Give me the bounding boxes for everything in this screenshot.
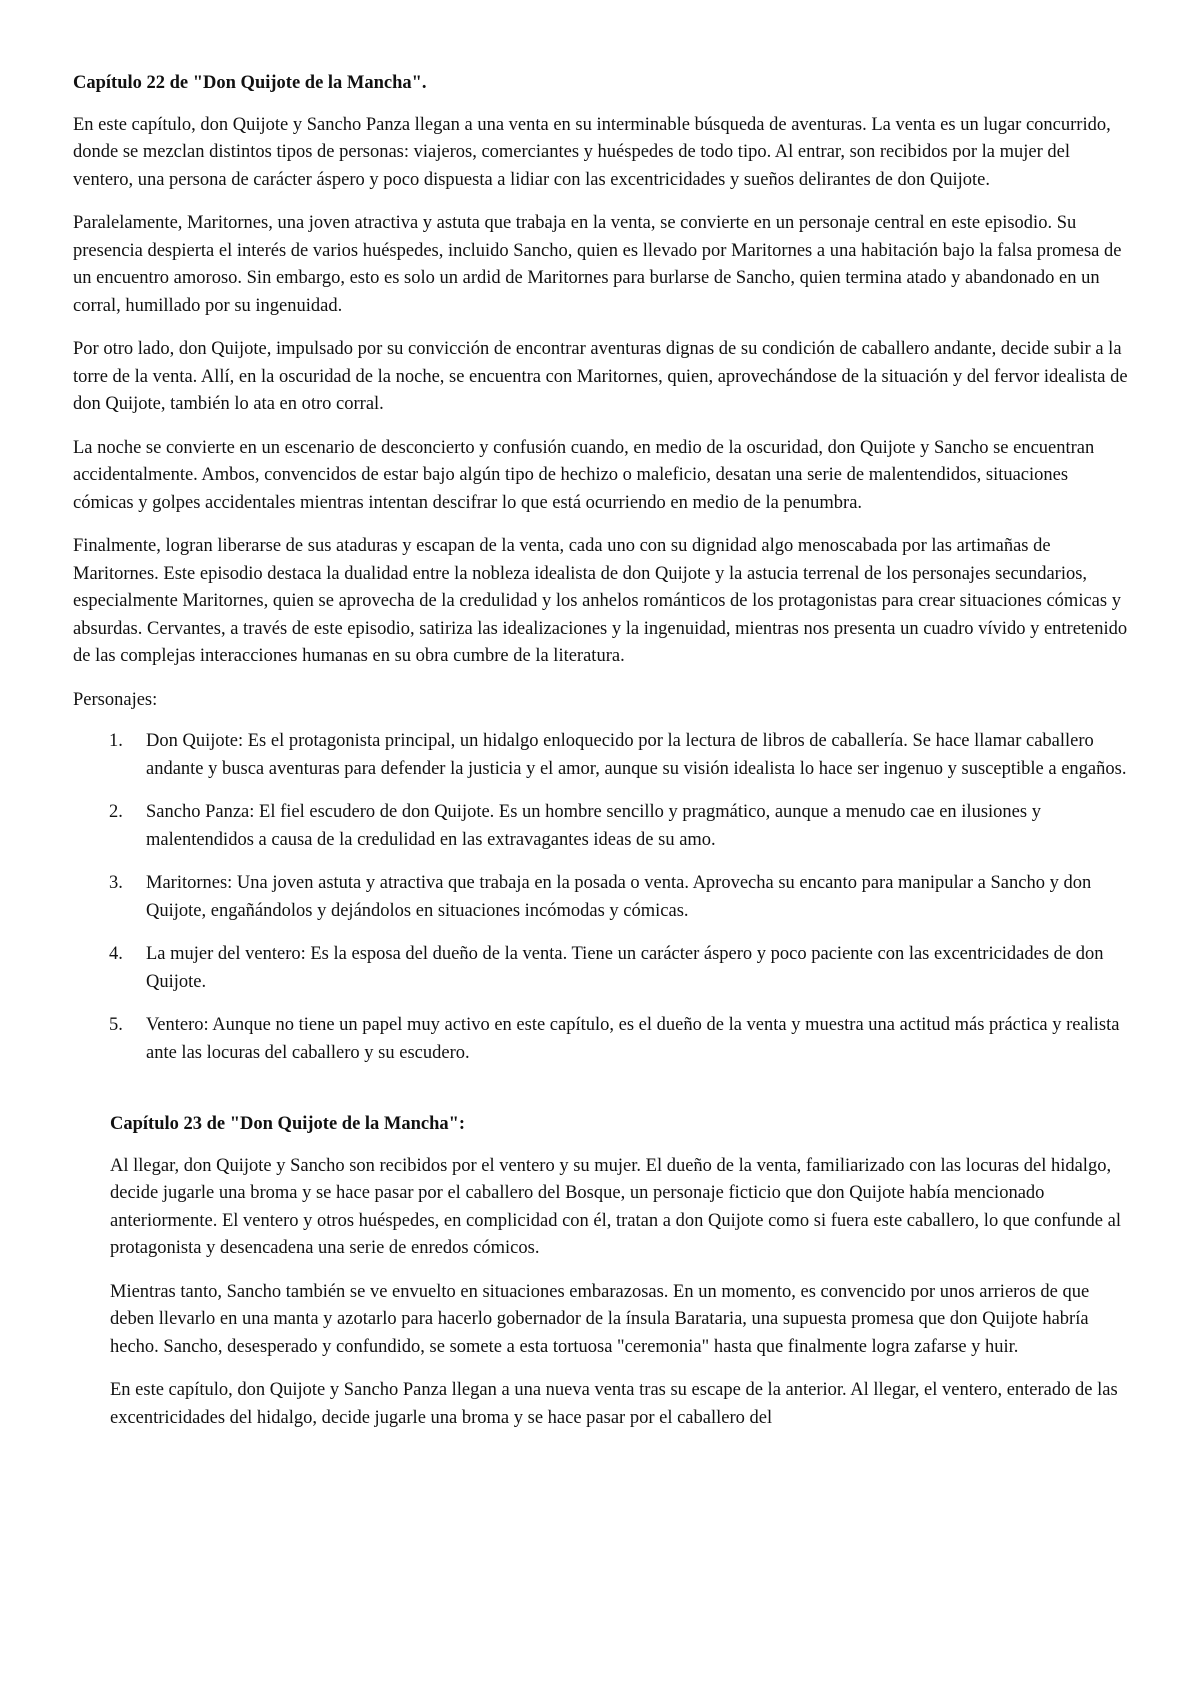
- list-item: [73, 1012, 1133, 1067]
- list-item-text: La mujer del ventero: Es la esposa del dueño de la venta. Tiene un carácter áspero y poco paciente con las excentricidades de don Quijote.: [146, 944, 1104, 992]
- list-item-text: Ventero: Aunque no tiene un papel muy activo en este capítulo, es el dueño de la venta y muestra una actitud más práctica y realista ante las locuras del caballero y su escudero.: [146, 1015, 1120, 1063]
- chapter-22-paragraph: Por otro lado, don Quijote, impulsado por su convicción de encontrar aventuras dignas de su condición de caballero andante, decide subir a la torre de la venta. Allí, en la oscuridad de la noche, se encuentra con Maritornes, quien, aprovechándose de la situación y del fervor idealista de don Quijote, también lo ata en otro corral.: [73, 339, 1128, 414]
- list-item-number: 2.: [109, 802, 123, 822]
- list-item-number: 5.: [109, 1015, 123, 1035]
- list-item: [73, 870, 1133, 925]
- list-item: [73, 728, 1133, 783]
- chapter-22-paragraph: Paralelamente, Maritornes, una joven atractiva y astuta que trabaja en la venta, se convierte en un personaje central en este episodio. Su presencia despierta el interés de varios huéspedes, incluido Sancho, quien es llevado por Maritornes a una habitación bajo la falsa promesa de un encuentro amoroso. Sin embargo, esto es solo un ardid de Maritornes para burlarse de Sancho, quien termina atado y abandonado en un corral, humillado por su ingenuidad.: [73, 213, 1122, 316]
- chapter-23-paragraph: Mientras tanto, Sancho también se ve envuelto en situaciones embarazosas. En un momento, es convencido por unos arrieros de que deben llevarlo en una manta y azotarlo para hacerlo gobernador de la ínsula Barataria, una supuesta promesa que don Quijote habría hecho. Sancho, desesperado y confundido, se somete a esta tortuosa "ceremonia" hasta que finalmente logra zafarse y huir.: [110, 1281, 1090, 1357]
- chapter-23-title: Capítulo 23 de "Don Quijote de la Mancha":: [110, 1114, 466, 1134]
- characters-list: [73, 728, 1133, 1067]
- chapter-22-paragraph: Finalmente, logran liberarse de sus ataduras y escapan de la venta, cada uno con su dignidad algo menoscabada por las artimañas de Maritornes. Este episodio destaca la dualidad entre la nobleza idealista de don Quijote y la astucia terrenal de los personajes secundarios, especialmente Maritornes, quien se aprovecha de la credulidad y los anhelos románticos de los protagonistas para crear situaciones cómicas y absurdas. Cervantes, a través de este episodio, satiriza las idealizaciones y la ingenuidad, mientras nos presenta un cuadro vívido y entretenido de las complejas interacciones humanas en su obra cumbre de la literatura.: [73, 536, 1128, 666]
- chapter-22-paragraph: En este capítulo, don Quijote y Sancho Panza llegan a una venta en su interminable búsqueda de aventuras. La venta es un lugar concurrido, donde se mezclan distintos tipos de personas: viajeros, comerciantes y huéspedes de todo tipo. Al entrar, son recibidos por la mujer del ventero, una persona de carácter áspero y poco dispuesta a lidiar con las excentricidades y sueños delirantes de don Quijote.: [73, 114, 1111, 190]
- document-page: [73, 70, 1133, 1448]
- characters-heading: Personajes:: [73, 689, 158, 710]
- list-item: [73, 799, 1133, 854]
- list-item-text: Sancho Panza: El fiel escudero de don Quijote. Es un hombre sencillo y pragmático, aunque a menudo cae en ilusiones y malentendidos a causa de la credulidad en las extravagantes ideas de su amo.: [146, 802, 1041, 850]
- chapter-23-paragraph: Al llegar, don Quijote y Sancho son recibidos por el ventero y su mujer. El dueño de la venta, familiarizado con las locuras del hidalgo, decide jugarle una broma y se hace pasar por el caballero del Bosque, un personaje ficticio que don Quijote había mencionado anteriormente. El ventero y otros huéspedes, en complicidad con él, tratan a don Quijote como si fuera este caballero, lo que confunde al protagonista y desencadena una serie de enredos cómicos.: [110, 1155, 1121, 1258]
- chapter-23-section: [110, 1111, 1133, 1432]
- list-item: [73, 941, 1133, 996]
- list-item-number: 3.: [109, 873, 123, 893]
- list-item-text: Don Quijote: Es el protagonista principal, un hidalgo enloquecido por la lectura de libros de caballería. Se hace llamar caballero andante y busca aventuras para defender la justicia y el amor, aunque su visión idealista lo hace ser ingenuo y susceptible a engaños.: [146, 731, 1127, 779]
- list-item-number: 4.: [109, 944, 123, 964]
- chapter-23-paragraph: En este capítulo, don Quijote y Sancho Panza llegan a una nueva venta tras su escape de la anterior. Al llegar, el ventero, enterado de las excentricidades del hidalgo, decide jugarle una broma y se hace pasar por el caballero del: [110, 1380, 1118, 1428]
- list-item-text: Maritornes: Una joven astuta y atractiva que trabaja en la posada o venta. Aprovecha su encanto para manipular a Sancho y don Quijote, engañándolos y dejándolos en situaciones incómodas y cómicas.: [146, 873, 1092, 921]
- list-item-number: 1.: [109, 731, 123, 751]
- chapter-22-paragraph: La noche se convierte en un escenario de desconcierto y confusión cuando, en medio de la oscuridad, don Quijote y Sancho se encuentran accidentalmente. Ambos, convencidos de estar bajo algún tipo de hechizo o maleficio, desatan una serie de malentendidos, situaciones cómicas y golpes accidentales mientras intentan descifrar lo que está ocurriendo en medio de la penumbra.: [73, 437, 1095, 513]
- chapter-22-title: Capítulo 22 de "Don Quijote de la Mancha".: [73, 73, 427, 93]
